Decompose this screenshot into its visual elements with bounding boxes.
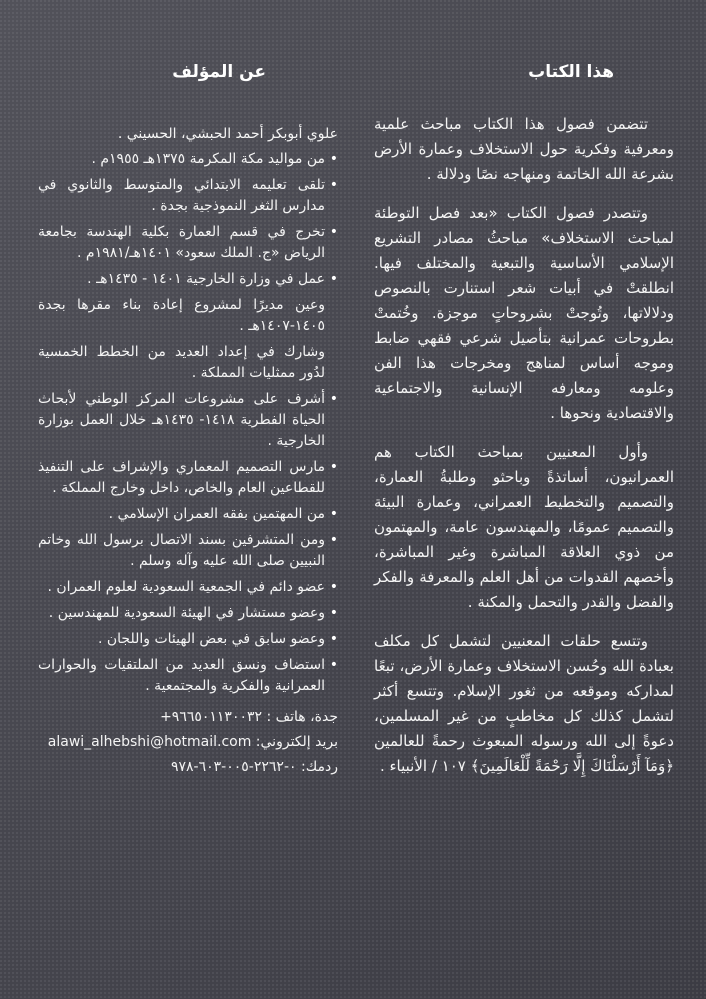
author-fact: • استضاف ونسق العديد من الملتقيات والحوارات العمرانية والفكرية والمجتمعية .	[38, 655, 338, 697]
isbn-label: ردمك:	[300, 759, 338, 775]
author-fact: • مارس التصميم المعماري والإشراف على التنفيذ للقطاعين العام والخاص، داخل وخارج المملكة .	[38, 457, 338, 499]
author-contact	[38, 705, 338, 780]
book-paragraph: تتضمن فصول هذا الكتاب مباحث علمية ومعرفية وفكرية حول الاستخلاف وعمارة الأرض بشرعة الله الخاتمة ومنهاجه نصًا ودلالة .	[374, 115, 674, 183]
author-facts-list	[38, 149, 338, 697]
book-section-title: هذا الكتاب	[528, 62, 614, 82]
phone-number: +٩٦٦٥٠١١٣٠٠٣٢	[160, 709, 263, 725]
book-paragraph: وتتصدر فصول الكتاب «بعد فصل التوطئة لمباحث الاستخلاف» مباحثُ مصادر التشريع الإسلامي الأساسية والتبعية والمختلف فيها. انطلقتْ في أبيات شعر استنارت بالنصوص ودلالاتها، وتُوجتْ بشروحاتٍ موجزة. وخُتمتْ بطروحات عمرانية بتأصيل شرعي فقهي ضابط وموجه أساس لمناهج ومخرجات هذا الفن وعلومه ومعارفه الإنسانية والاجتماعية والاقتصادية ونحوها .	[374, 204, 674, 422]
author-fact: • تلقى تعليمه الابتدائي والمتوسط والثانوي في مدارس الثغر النموذجية بجدة .	[38, 175, 338, 217]
email-line	[38, 730, 338, 755]
phone-line	[38, 705, 338, 730]
author-bio	[38, 124, 338, 780]
book-description	[374, 112, 674, 793]
author-fact: • أشرف على مشروعات المركز الوطني لأبحاث الحياة الفطرية ١٤١٨- ١٤٣٥هـ خلال العمل بوزارة الخارجية .	[38, 389, 338, 452]
author-fact: • عمل في وزارة الخارجية ١٤٠١ - ١٤٣٥هـ .	[38, 269, 338, 290]
author-fact: وعين مديرًا لمشروع إعادة بناء مقرها بجدة ١٤٠٥-١٤٠٧هـ .	[38, 297, 325, 334]
email-address: alawi_alhebshi@hotmail.com	[47, 734, 252, 750]
author-fact: • من مواليد مكة المكرمة ١٣٧٥هـ ١٩٥٥م .	[38, 149, 338, 170]
author-fact: • تخرج في قسم العمارة بكلية الهندسة بجامعة الرياض «ج. الملك سعود» ١٤٠١هـ/١٩٨١م .	[38, 222, 338, 264]
isbn-number: ٠-٢٢٦٢-٠٠٥-٦٠٣-٩٧٨	[170, 759, 297, 775]
isbn-line	[38, 755, 338, 780]
author-name: علوي أبوبكر أحمد الحبشي، الحسيني .	[117, 126, 338, 142]
author-fact: • وعضو مستشار في الهيئة السعودية للمهندسين .	[38, 603, 338, 624]
book-paragraph: وأول المعنيين بمباحث الكتاب هم العمرانيون، أساتذةً وباحثو وطلبةُ العمارة، والتصميم والتخطيط العمراني، وعمارة البيئة والتصميم عمومًا، والمهندسون عامة، والمهتمون من ذوي العلاقة المباشرة وغير المباشرة، وأخصهم القدوات من أهل العلم والمعرفة والفكر والفضل والقدر والتحمل والمكنة .	[374, 443, 674, 611]
author-fact: • وعضو سابق في بعض الهيئات واللجان .	[38, 629, 338, 650]
author-fact: وشارك في إعداد العديد من الخطط الخمسية لدُور ممثليات المملكة .	[38, 344, 325, 381]
author-section-title: عن المؤلف	[172, 62, 266, 82]
author-fact: • عضو دائم في الجمعية السعودية لعلوم العمران .	[38, 577, 338, 598]
book-paragraph: وتتسع حلقات المعنيين لتشمل كل مكلف بعبادة الله وحُسن الاستخلاف وعمارة الأرض، تبعًا لمداركه وموقعه من ثغور الإسلام. وتتسع أكثر لتشمل كذلك كل مخاطبٍ من غير المسلمين، دعوةً إلى الله ورسوله المبعوث رحمةً للعالمين ﴿وَمَآ أَرْسَلْنَاكَ إِلَّا رَحْمَةً لِّلْعَالَمِينَ﴾ ١٠٧ / الأنبياء .	[374, 632, 674, 775]
email-label: بريد إلكتروني:	[255, 734, 338, 750]
phone-label: جدة، هاتف :	[266, 709, 338, 725]
author-fact: • ومن المتشرفين بسند الاتصال برسول الله وخاتم النبيين صلى الله عليه وآله وسلم .	[38, 530, 338, 572]
author-fact: • من المهتمين بفقه العمران الإسلامي .	[38, 504, 338, 525]
